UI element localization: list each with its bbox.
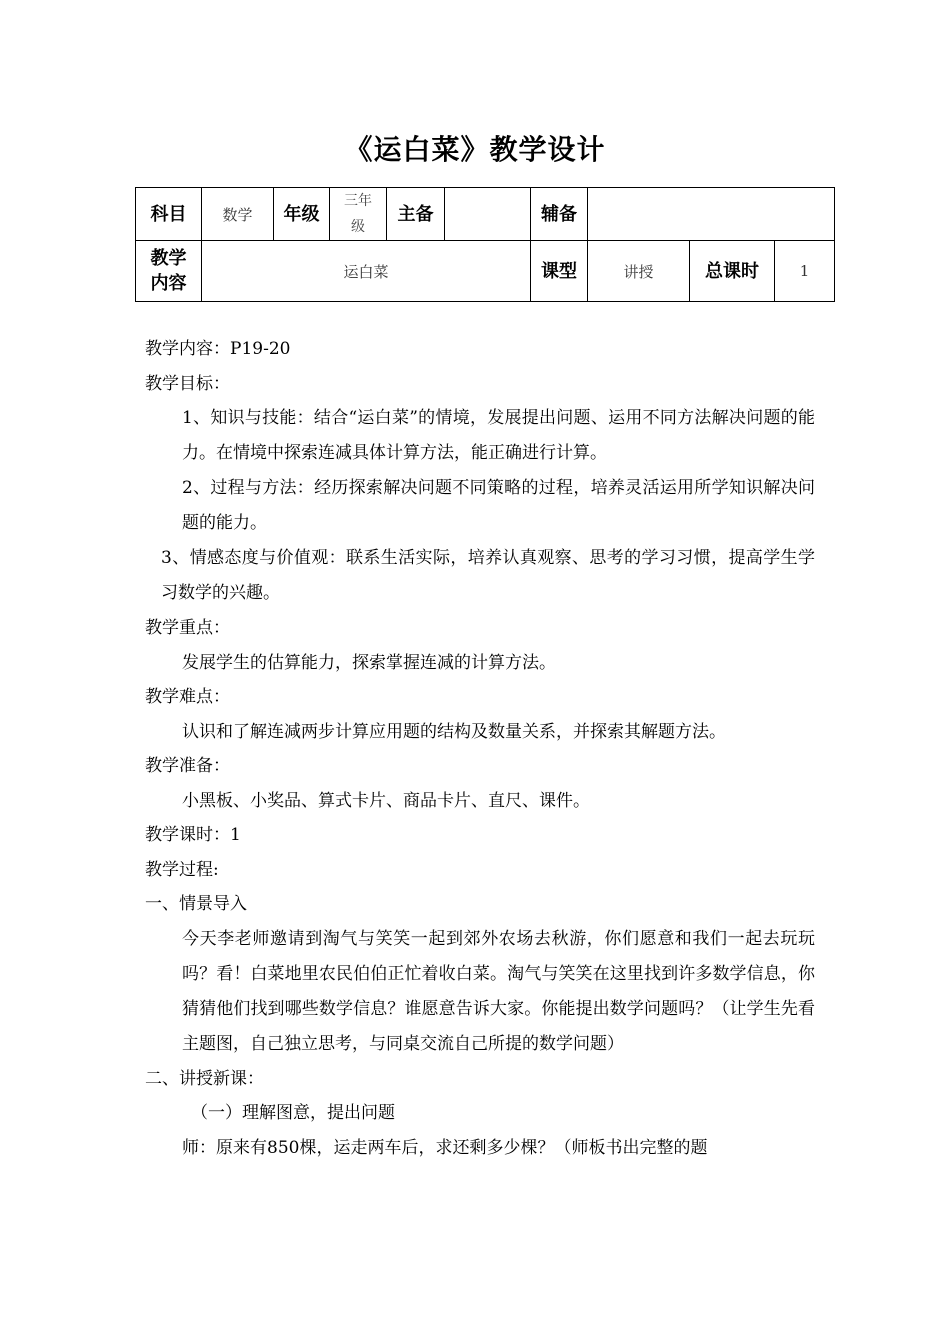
preparation-text: 小黑板、小奖品、算式卡片、商品卡片、直尺、课件。 (182, 790, 590, 811)
content-line: 教学内容：P19-20 (145, 339, 291, 359)
goal-attitude: 3、情感态度与价值观：联系生活实际，培养认真观察、思考的学习习惯，提高学生学习数学的兴趣。 (161, 548, 815, 603)
key-point-text: 发展学生的估算能力，探索掌握连减的计算方法。 (182, 652, 556, 673)
teacher-text: 师：原来有850棵，运走两车后，求还剩多少棵？（师板书出完整的题 (182, 1137, 708, 1158)
preparation-heading: 教学准备： (145, 756, 230, 776)
section-new-lesson-heading: 二、讲授新课： (145, 1068, 264, 1089)
subsection-heading: （一）理解图意，提出问题 (191, 1103, 395, 1123)
teaching-content-label: 教学内容 (136, 241, 202, 302)
total-hours-value: 1 (775, 241, 835, 302)
difficulty-text: 认识和了解连减两步计算应用题的结构及数量关系，并探索其解题方法。 (182, 721, 726, 742)
goal-process: 2、过程与方法：经历探索解决问题不同策略的过程，培养灵活运用所学知识解决问题的能力。 (182, 478, 815, 533)
process-heading: 教学过程: (145, 859, 219, 880)
subject-label: 科目 (136, 188, 202, 241)
section-intro-heading: 一、情景导入 (145, 894, 247, 914)
key-point-heading: 教学重点： (145, 618, 230, 638)
assistant-preparer-label: 辅备 (531, 188, 588, 241)
teaching-content-value: 运白菜 (202, 241, 531, 302)
difficulty-heading: 教学难点： (145, 687, 230, 707)
lesson-plan-body (145, 332, 815, 1165)
goals-heading: 教学目标： (145, 373, 230, 394)
lead-preparer-label: 主备 (387, 188, 445, 241)
grade-label: 年级 (274, 188, 330, 241)
page-title: 《运白菜》教学设计 (344, 133, 606, 166)
total-hours-label: 总课时 (690, 241, 775, 302)
assistant-preparer-value (588, 188, 835, 241)
course-info-table (135, 187, 835, 302)
goal-knowledge: 1、知识与技能：结合“运白菜”的情境，发展提出问题、运用不同方法解决问题的能力。在情境中探索连减具体计算方法，能正确进行计算。 (182, 408, 815, 463)
subject-value: 数学 (202, 188, 274, 241)
section-intro-text: 今天李老师邀请到淘气与笑笑一起到郊外农场去秋游，你们愿意和我们一起去玩玩吗？看！白菜地里农民伯伯正忙着收白菜。淘气与笑笑在这里找到许多数学信息，你猜猜他们找到哪些数学信息？谁愿意告诉大家。你能提出数学问题吗？（让学生先看主题图，自己独立思考，与同桌交流自己所提的数学问题） (182, 928, 815, 1054)
lesson-type-label: 课型 (531, 241, 588, 302)
hours-line: 教学课时：1 (145, 825, 241, 845)
grade-value: 三年级 (330, 188, 387, 241)
lead-preparer-value (445, 188, 531, 241)
lesson-type-value: 讲授 (588, 241, 690, 302)
